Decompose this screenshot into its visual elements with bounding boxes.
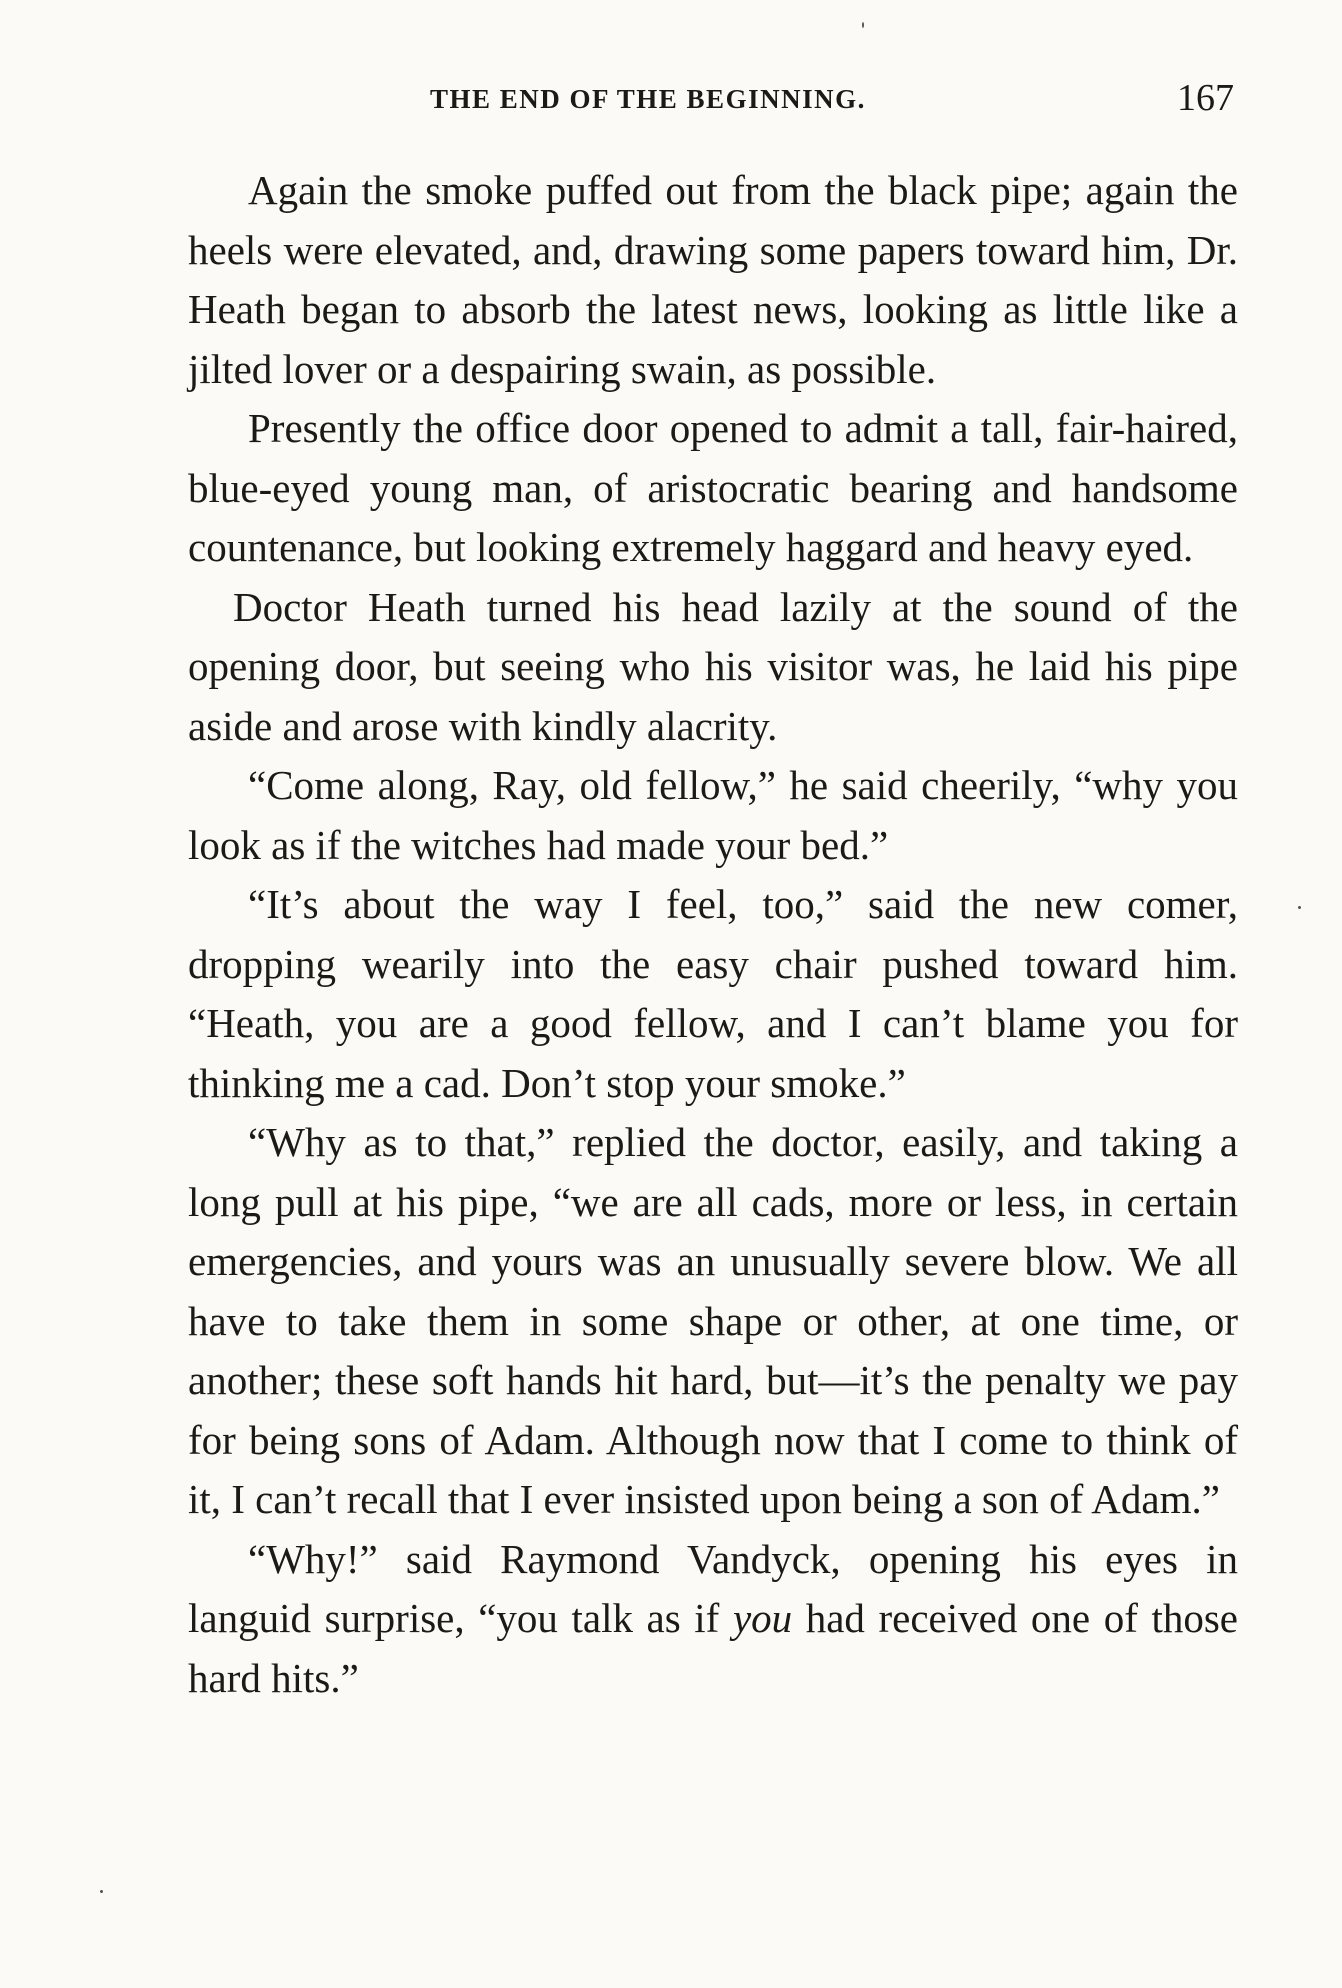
emphasis-text: you (732, 1595, 793, 1641)
paragraph: Presently the office door opened to admit a tall, fair-haired, blue-eyed young man, of aristocratic bearing and handsome countenance, but looking extremely haggard and heavy eyed. (188, 405, 1238, 570)
page-number: 167 (1177, 77, 1234, 119)
paragraph: Again the smoke puffed out from the black pipe; again the heels were elevated, and, drawing some papers toward him, Dr. Heath began to absorb the latest news, looking as little like a jilted lover or a despairing swain, as possible. (188, 167, 1238, 392)
paragraph: Doctor Heath turned his head lazily at the sound of the opening door, but seeing who his visitor was, he laid his pipe aside and arose with kindly alacrity. (188, 583, 1238, 749)
paragraph: “It’s about the way I feel, too,” said the new comer, dropping wearily into the easy chair pushed toward him. “Heath, you are a good fellow, and I can’t blame you for thinking me a cad. Don’t stop your smoke.” (188, 881, 1238, 1106)
paper-speck (862, 22, 864, 28)
paper-speck (100, 1890, 103, 1893)
body-text (188, 161, 1238, 1708)
paragraph: “Come along, Ray, old fellow,” he said cheerily, “why you look as if the witches had made your bed.” (188, 762, 1238, 868)
running-head: THE END OF THE BEGINNING. (430, 84, 866, 114)
paragraph: “Why as to that,” replied the doctor, easily, and taking a long pull at his pipe, “we are all cads, more or less, in certain emergencies, and yours was an unusually severe blow. We all have to take them in some shape or other, at one time, or another; these soft hands hit hard, but—it’s the penalty we pay for being sons of Adam. Although now that I come to think of it, I can’t recall that I ever insisted upon being a son of Adam.” (188, 1119, 1238, 1522)
paragraph (188, 1530, 1238, 1709)
paragraph-text: “Why!” said Raymond Vandyck, opening his eyes in languid surprise, “you talk as if (188, 1535, 1238, 1641)
paragraph-text: had received one of those hard hits.” (188, 1595, 1238, 1701)
paper-speck (1298, 906, 1301, 909)
